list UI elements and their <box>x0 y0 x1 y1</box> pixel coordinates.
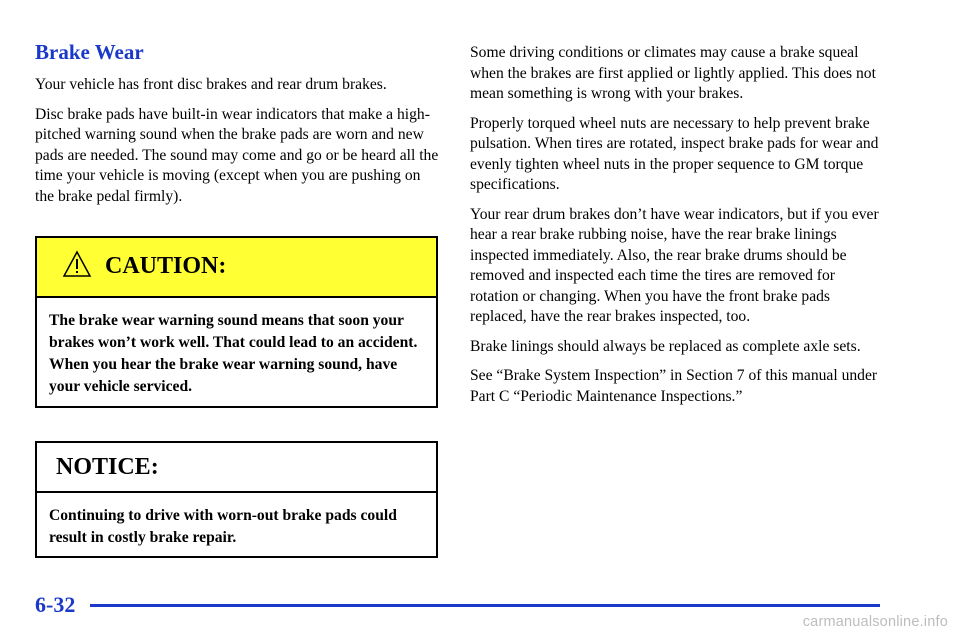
notice-header <box>37 443 436 493</box>
left-column <box>35 40 440 216</box>
right-column <box>470 43 880 416</box>
paragraph-see-section: See “Brake System Inspection” in Section 7 of this manual under Part C “Periodic Maintenance Inspections.” <box>470 367 878 405</box>
paragraph-axle-sets: Brake linings should always be replaced as complete axle sets. <box>470 337 861 355</box>
notice-box <box>35 441 438 558</box>
notice-title: NOTICE: <box>56 454 159 480</box>
paragraph-rear-drum: Your rear drum brakes don’t have wear indicators, but if you ever hear a rear brake rubbing noise, have the rear brake linings inspected immediately. Also, the rear brake drums should be removed and inspected each time the tires are removed for rotation or changing. When you have the front brake pads replaced, have the rear brakes inspected, too. <box>470 205 879 325</box>
page-number: 6-32 <box>35 592 76 617</box>
warning-triangle-icon <box>62 250 92 278</box>
caution-box <box>35 236 438 408</box>
caution-header <box>37 238 436 298</box>
section-title: Brake Wear <box>35 40 144 64</box>
paragraph-wear-indicators: Disc brake pads have built-in wear indicators that make a high-pitched warning sound when the brake pads are worn and new pads are needed. The sound may come and go or be heard all the time your vehicle is moving (except when you are pushing on the brake pedal firmly). <box>35 105 439 205</box>
caution-body: The brake wear warning sound means that soon your brakes won’t work well. That could lead to an accident. When you hear the brake wear warning sound, have your vehicle serviced. <box>49 312 418 395</box>
paragraph-brake-types: Your vehicle has front disc brakes and rear drum brakes. <box>35 76 387 93</box>
watermark: carmanualsonline.info <box>802 614 948 630</box>
footer-rule <box>90 604 880 607</box>
caution-title: CAUTION: <box>105 253 227 279</box>
paragraph-wheel-nuts: Properly torqued wheel nuts are necessary to help prevent brake pulsation. When tires are rotated, inspect brake pads for wear and evenly tighten wheel nuts in the proper sequence to GM torque specifications. <box>470 114 879 193</box>
paragraph-brake-squeal: Some driving conditions or climates may cause a brake squeal when the brakes are first applied or lightly applied. This does not mean something is wrong with your brakes. <box>470 44 876 102</box>
notice-body: Continuing to drive with worn-out brake pads could result in costly brake repair. <box>49 507 397 546</box>
